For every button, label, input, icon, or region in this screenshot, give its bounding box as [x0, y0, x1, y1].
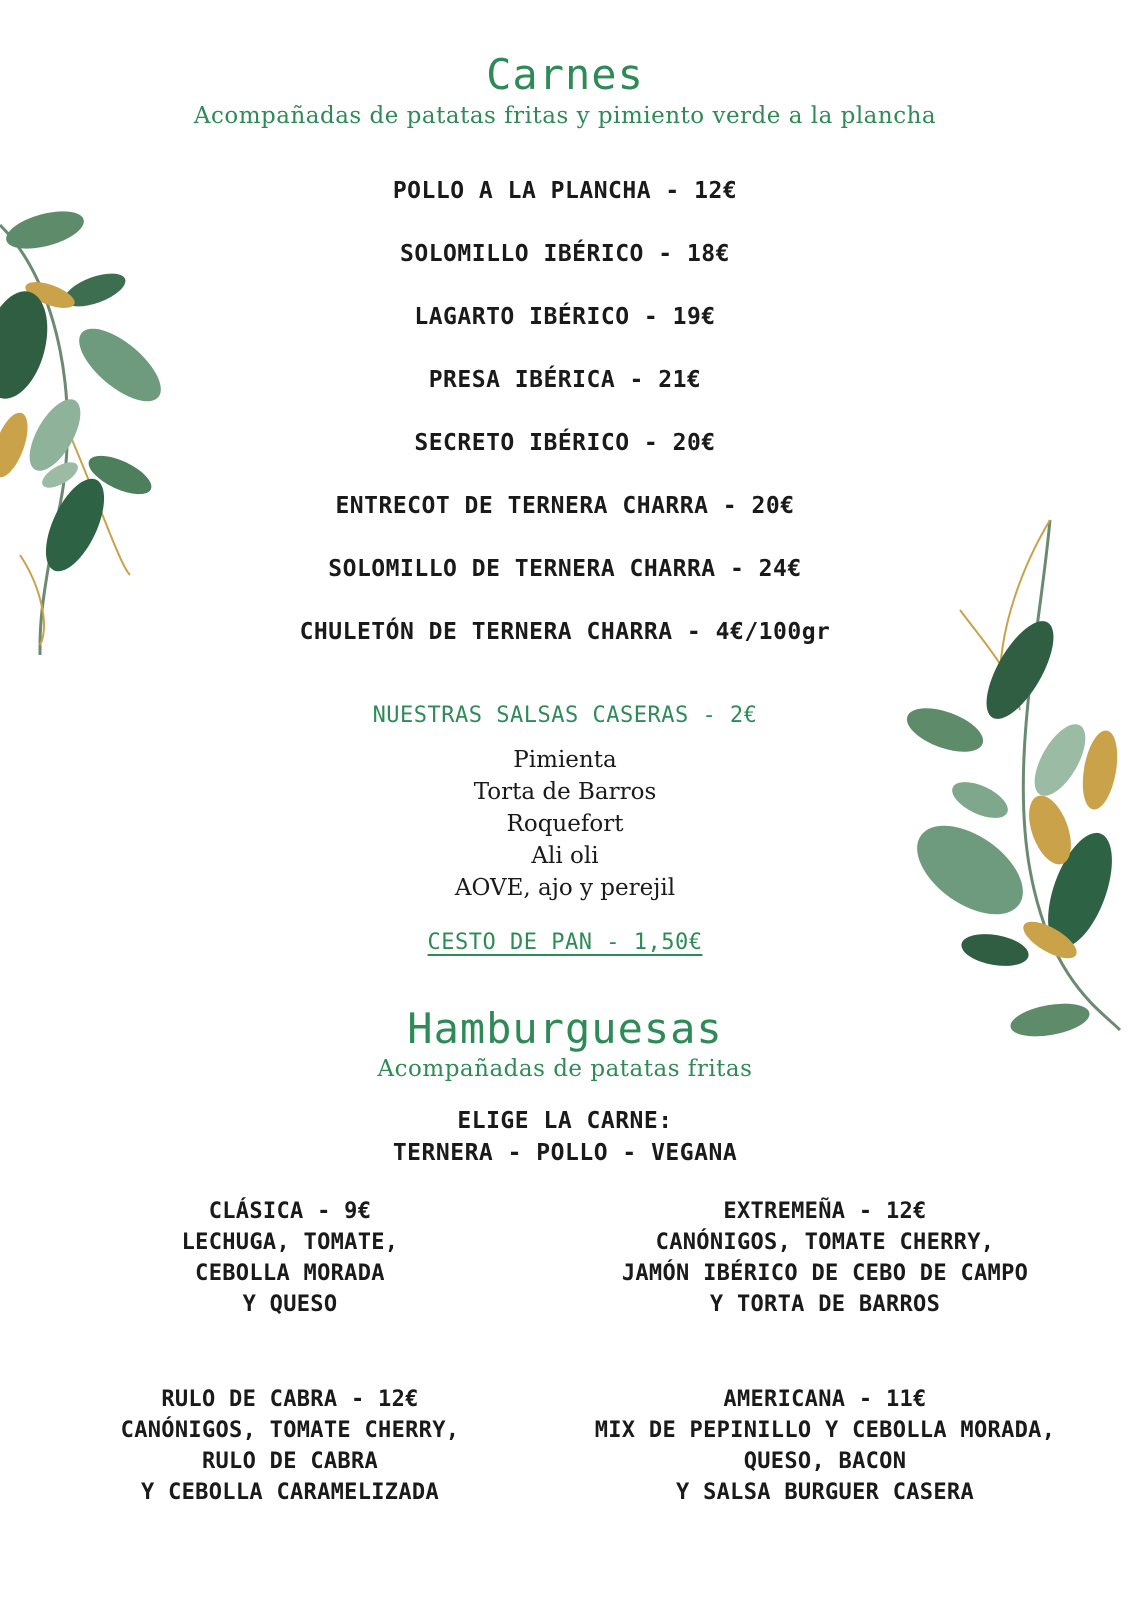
burger-rulo-de-cabra [30, 1384, 550, 1508]
burger-line: Y TORTA DE BARROS [709, 1292, 941, 1317]
hamburguesas-subtitle: Acompañadas de patatas fritas [377, 1056, 753, 1082]
burger-line: RULO DE CABRA - 12€ [161, 1387, 419, 1412]
bread-basket [0, 930, 1130, 955]
sauce-item: Pimienta [513, 747, 617, 773]
burger-extremena [565, 1196, 1085, 1320]
menu-item: CHULETÓN DE TERNERA CHARRA - 4€/100gr [299, 619, 831, 645]
sauce-item: AOVE, ajo y perejil [454, 875, 676, 901]
burger-clasica [30, 1196, 550, 1320]
menu-item: SOLOMILLO IBÉRICO - 18€ [400, 241, 730, 267]
burger-line: CEBOLLA MORADA [195, 1261, 385, 1286]
burger-line: CANÓNIGOS, TOMATE CHERRY, [120, 1418, 460, 1443]
salsas-heading: NUESTRAS SALSAS CASERAS - 2€ [372, 703, 758, 728]
sauce-item: Ali oli [531, 843, 599, 869]
menu-item: LAGARTO IBÉRICO - 19€ [414, 304, 716, 330]
bread-basket-label: CESTO DE PAN - 1,50€ [427, 930, 703, 955]
hamburguesas-title: Hamburguesas [407, 1004, 723, 1053]
meat-options: TERNERA - POLLO - VEGANA [392, 1140, 738, 1166]
burger-line: AMERICANA - 11€ [723, 1387, 927, 1412]
burger-line: JAMÓN IBÉRICO DE CEBO DE CAMPO [621, 1261, 1029, 1286]
sauce-item: Roquefort [506, 811, 624, 837]
menu-item: POLLO A LA PLANCHA - 12€ [392, 178, 738, 204]
burger-line: CLÁSICA - 9€ [208, 1199, 372, 1224]
menu-item: SECRETO IBÉRICO - 20€ [414, 430, 716, 456]
burger-line: QUESO, BACON [743, 1449, 907, 1474]
burger-line: EXTREMEÑA - 12€ [723, 1199, 927, 1224]
sauce-item: Torta de Barros [473, 779, 657, 805]
burger-line: Y SALSA BURGUER CASERA [676, 1480, 974, 1505]
carnes-title: Carnes [486, 50, 644, 99]
carnes-subtitle: Acompañadas de patatas fritas y pimiento verde a la plancha [193, 103, 937, 129]
choose-meat-label: ELIGE LA CARNE: [457, 1108, 673, 1134]
menu-item: SOLOMILLO DE TERNERA CHARRA - 24€ [328, 556, 802, 582]
burger-line: CANÓNIGOS, TOMATE CHERRY, [655, 1230, 995, 1255]
burger-americana [565, 1384, 1085, 1508]
burger-line: Y QUESO [242, 1292, 338, 1317]
menu-item: ENTRECOT DE TERNERA CHARRA - 20€ [335, 493, 795, 519]
burger-line: MIX DE PEPINILLO Y CEBOLLA MORADA, [594, 1418, 1056, 1443]
menu-item: PRESA IBÉRICA - 21€ [428, 367, 702, 393]
salsas-list [0, 744, 1130, 904]
burger-line: RULO DE CABRA [201, 1449, 379, 1474]
burger-line: LECHUGA, TOMATE, [181, 1230, 399, 1255]
burger-line: Y CEBOLLA CARAMELIZADA [141, 1480, 439, 1505]
